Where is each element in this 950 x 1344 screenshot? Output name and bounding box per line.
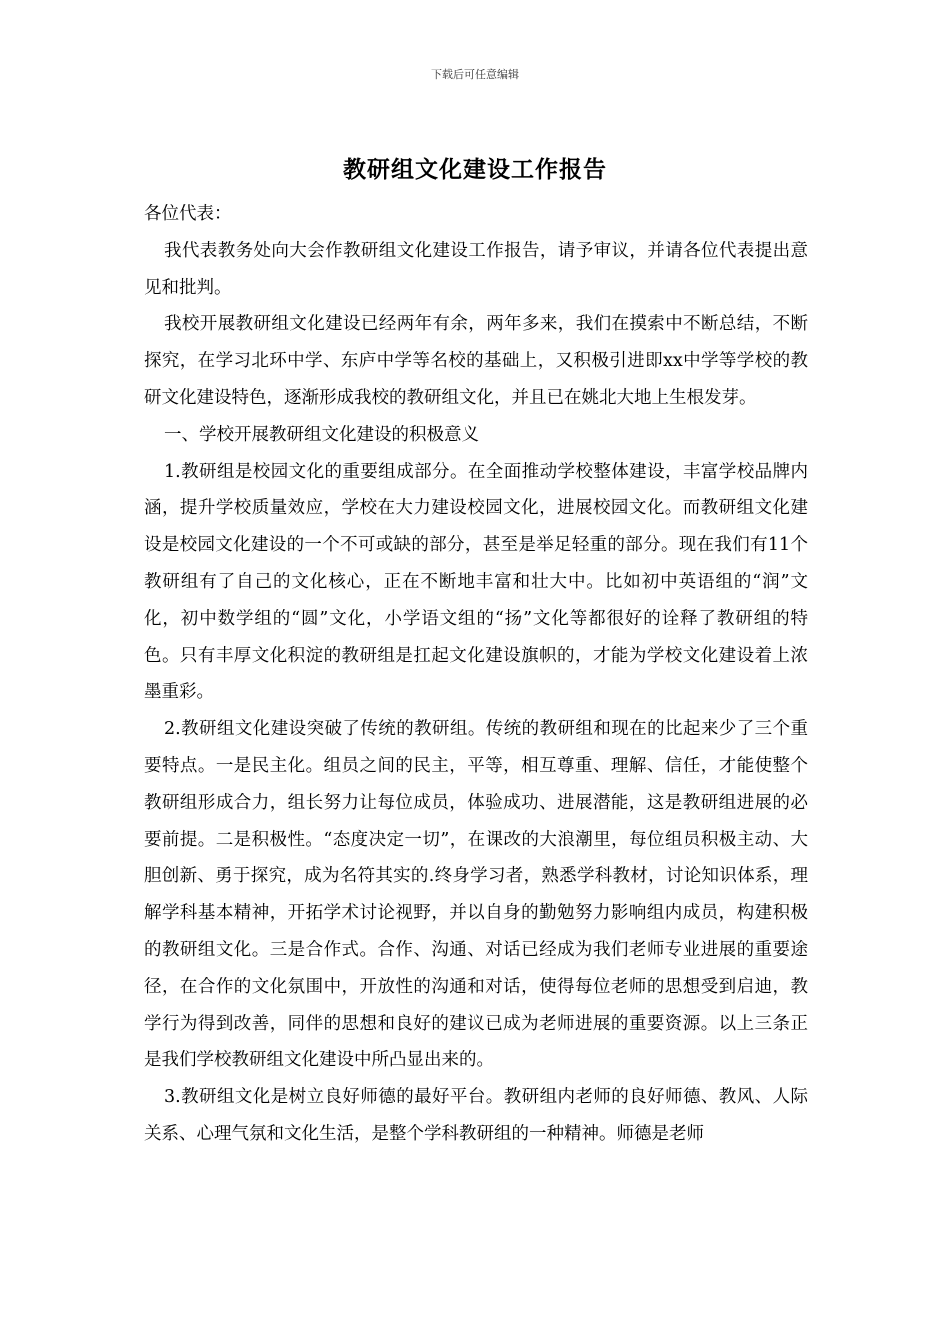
header-note: 下载后可任意编辑 [431,68,519,81]
section-heading: 一、学校开展教研组文化建设的积极意义 [164,424,479,445]
paragraph-point-2: 2.教研组文化建设突破了传统的教研组。传统的教研组和现在的比起来少了三个重要特点。一是民主化。组员之间的民主，平等，相互尊重、理解、信任，才能使整个教研组形成合力，组长努力让每位成员，体验成功、进展潜能，这是教研组进展的必要前提。二是积极性。“态度决定一切”，在课改的大浪潮里，每位组员积极主动、大胆创新、勇于探究，成为名符其实的.终身学习者，熟悉学科教材，讨论知识体系，理解学科基本精神，开拓学术讨论视野，并以自身的勤勉努力影响组内成员，构建积极的教研组文化。三是合作式。合作、沟通、对话已经成为我们老师专业进展的重要途径，在合作的文化氛围中，开放性的沟通和对话，使得每位老师的思想受到启迪，教学行为得到改善，同伴的思想和良好的建议已成为老师进展的重要资源。以上三条正是我们学校教研组文化建设中所凸显出来的。 [144,719,808,1071]
paragraph-background: 我校开展教研组文化建设已经两年有余，两年多来，我们在摸索中不断总结，不断探究，在学习北环中学、东庐中学等名校的基础上，又积极引进即xx中学等学校的教研文化建设特色，逐渐形成我校的教研组文化，并且已在姚北大地上生根发芽。 [144,314,808,408]
document-title: 教研组文化建设工作报告 [343,156,607,183]
salutation: 各位代表： [144,204,232,224]
paragraph-point-3: 3.教研组文化是树立良好师德的最好平台。教研组内老师的良好师德、教风、人际关系、心理气氛和文化生活，是整个学科教研组的一种精神。师德是老师 [144,1087,808,1144]
paragraph-point-1: 1.教研组是校园文化的重要组成部分。在全面推动学校整体建设，丰富学校品牌内涵，提升学校质量效应，学校在大力建设校园文化，进展校园文化。而教研组文化建设是校园文化建设的一个不可或缺的部分，甚至是举足轻重的部分。现在我们有11个教研组有了自己的文化核心，正在不断地丰富和壮大中。比如初中英语组的“润”文化，初中数学组的“圆”文化，小学语文组的“扬”文化等都很好的诠释了教研组的特色。只有丰厚文化积淀的教研组是扛起文化建设旗帜的，才能为学校文化建设着上浓墨重彩。 [144,461,808,703]
document-body [144,196,808,1153]
paragraph-intro: 我代表教务处向大会作教研组文化建设工作报告，请予审议，并请各位代表提出意见和批判。 [144,240,808,298]
